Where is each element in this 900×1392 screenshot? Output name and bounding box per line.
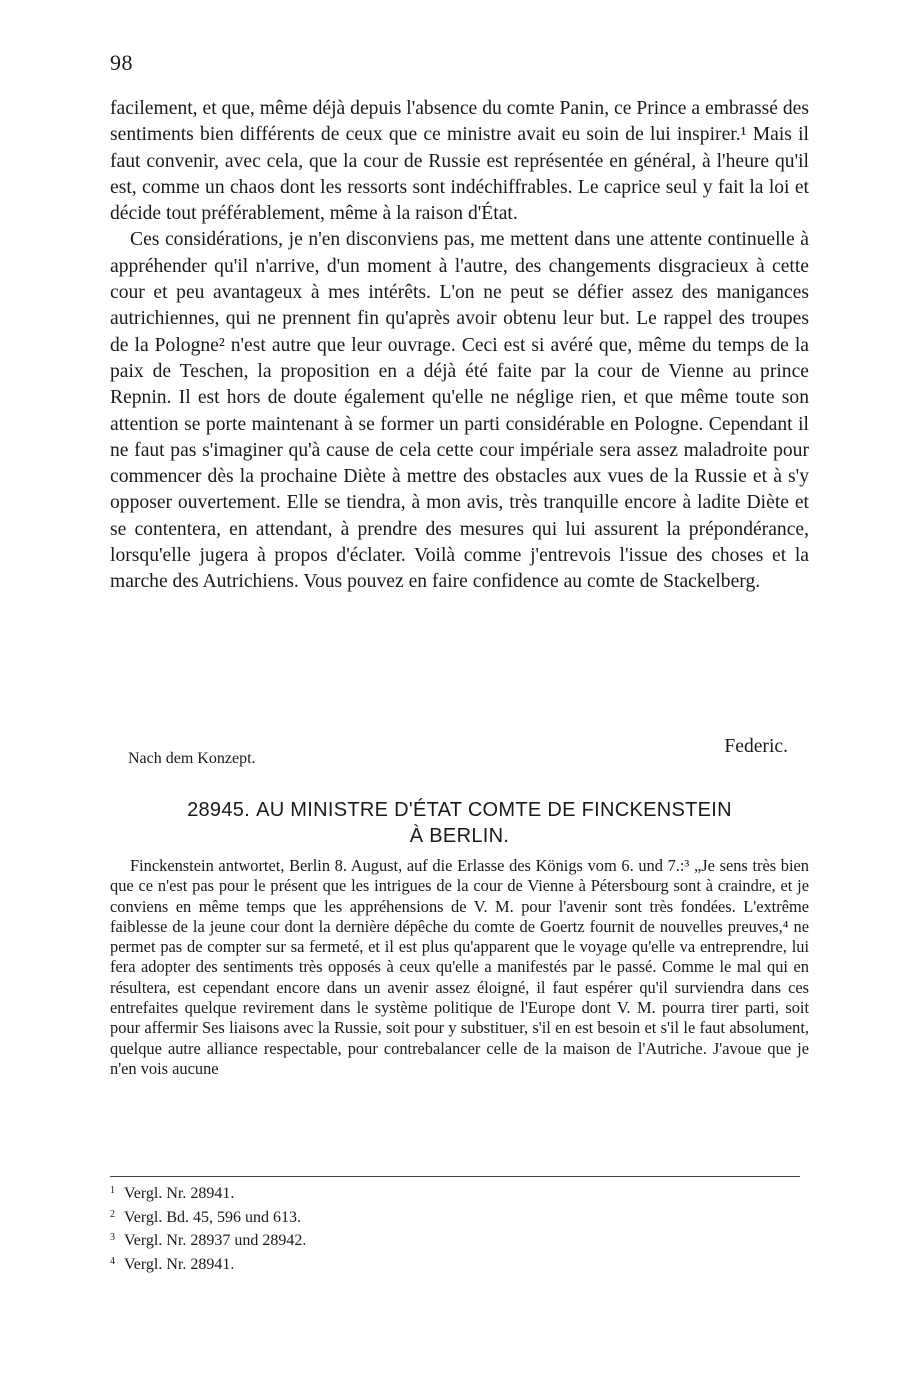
heading-title: AU MINISTRE D'ÉTAT COMTE DE FINCKENSTEIN xyxy=(256,799,732,821)
signature: Federic. xyxy=(724,736,788,757)
footnote-mark: 4 xyxy=(110,1255,115,1267)
footnote xyxy=(110,1230,800,1254)
footnote xyxy=(110,1207,800,1231)
paragraph: facilement, et que, même déjà depuis l'absence du comte Panin, ce Prince a embrassé des sentiments bien différents de ceux que ce ministre avait eu soin de lui inspirer.¹ Mais il faut convenir, avec cela, que la cour de Russie est représentée en général, à l'heure qu'il est, comme un chaos dont les ressorts sont indéchiffrables. Le caprice seul y fait la loi et décide tout préférablement, même à la raison d'État. xyxy=(110,98,809,225)
footnote-text: Vergl. Nr. 28937 und 28942. xyxy=(124,1232,307,1249)
heading-line-1 xyxy=(110,797,809,823)
footnote-text: Vergl. Bd. 45, 596 und 613. xyxy=(124,1208,302,1226)
summary-paragraph: Finckenstein antwortet, Berlin 8. August, auf die Erlasse des Königs vom 6. und 7.:³ „Je sens très bien que ce n'est pas pour le présent que les intrigues de la cour de Vienne à Pétersbourg sont à craindre, et je conviens en même temps que les appréhensions de V. M. pour l'avenir sont très fondées. L'extrême faiblesse de la jeune cour dont la dernière dépêche du comte de Goertz fournit de nouvelles preuves,⁴ ne permet pas de compter sur sa fermeté, et il est plus qu'apparent que le voyage qu'elle va entreprendre, lui fera adopter des sentiments très opposés à ceux qu'elle a manifestés par le passé. Comme le mal qui en résultera, est cependant encore dans un avenir assez éloigné, il faut espérer qu'il surviendra dans ces entrefaites quelque revirement dans le système politique de l'Europe dont V. M. pourra tirer parti, soit pour affermir Ses liaisons avec la Russie, soit pour y substituer, s'il en est besoin et s'il le faut absolument, quelque autre alliance respectable, pour contrebalancer celle de la maison de l'Autriche. J'avoue que je n'en vois aucune xyxy=(110,856,809,1078)
summary-block xyxy=(110,856,809,1079)
footnote-text: Vergl. Nr. 28941. xyxy=(124,1185,235,1202)
letter-body xyxy=(110,96,809,596)
footnote-divider xyxy=(110,1176,800,1177)
footnote-mark: 3 xyxy=(110,1232,115,1243)
heading-line-2: À BERLIN. xyxy=(409,825,510,847)
document-number: 28945. xyxy=(187,799,251,821)
footnotes xyxy=(110,1183,800,1277)
footnote xyxy=(110,1183,800,1207)
footnote-mark: 1 xyxy=(110,1185,115,1196)
footnote xyxy=(110,1254,800,1278)
closing-block xyxy=(110,736,788,776)
footnote-mark: 2 xyxy=(110,1208,115,1220)
page-number: 98 xyxy=(110,50,133,75)
paragraph: Ces considérations, je n'en disconviens pas, me mettent dans une attente continuelle à appréhender qu'il n'arrive, d'un moment à l'autre, des changements disgracieux à cette cour et peu avantageux à mes intérêts. L'on ne peut se défier assez des manigances autrichiennes, qui ne prennent fin qu'après avoir obtenu leur but. Le rappel des troupes de la Pologne² n'est autre que leur ouvrage. Ceci est si avéré que, même du temps de la paix de Teschen, la proposition en a déjà été faite par la cour de Vienne au prince Repnin. Il est hors de doute également qu'elle ne néglige rien, et que même toute son attention se porte maintenant à se former un parti considérable en Pologne. Cependant il ne faut pas s'imaginer qu'à cause de cela cette cour impériale sera assez maladroite pour commencer dès la prochaine Diète à mettre des obstacles aux vues de la Russie et à s'y opposer ouvertement. Elle se tiendra, à mon avis, très tranquille encore à ladite Diète et se contentera, en attendant, à prendre des mesures qui lui assurent la prépondérance, lorsqu'elle jugera à propos d'éclater. Voilà comme j'entrevois l'issue des choses et la marche des Autrichiens. Vous pouvez en faire confidence au comte de Stackelberg. xyxy=(110,229,809,593)
document-heading xyxy=(110,797,809,849)
footnote-text: Vergl. Nr. 28941. xyxy=(124,1255,235,1273)
source-note: Nach dem Konzept. xyxy=(128,750,256,767)
